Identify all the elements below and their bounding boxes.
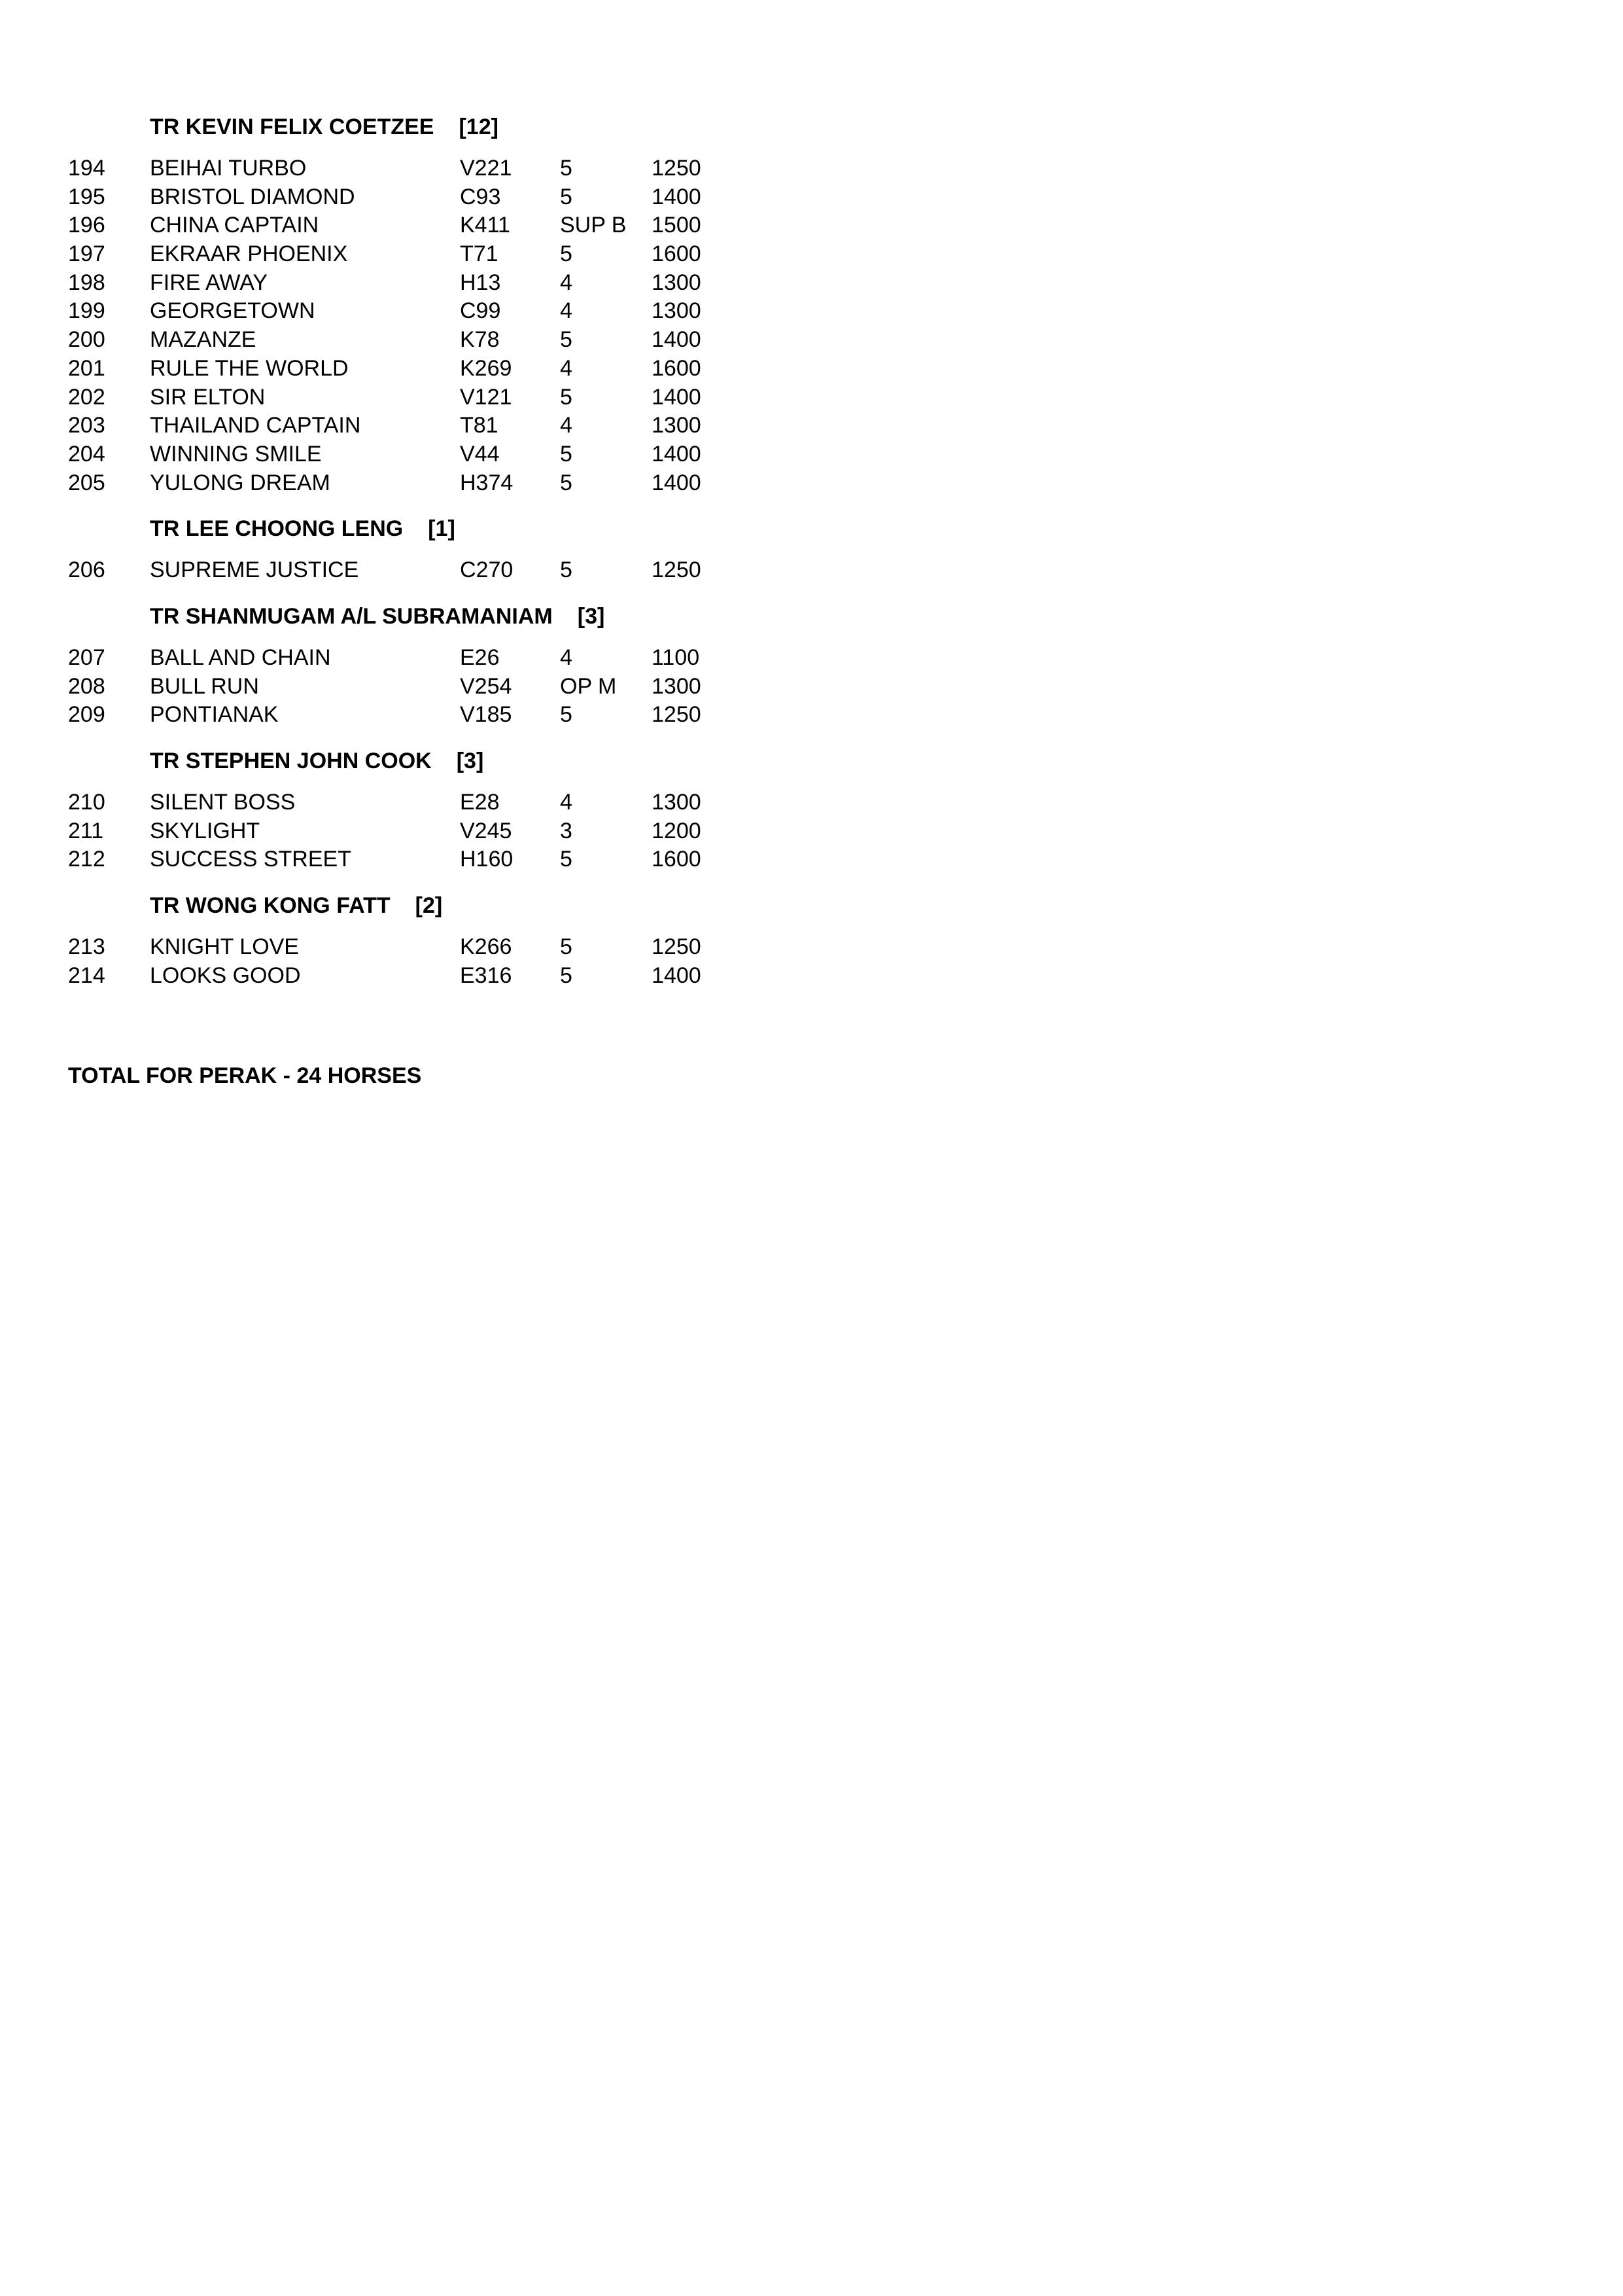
horse-name: CHINA CAPTAIN (150, 213, 319, 238)
horse-name: WINNING SMILE (150, 441, 322, 467)
horse-grade: OP M (560, 673, 617, 699)
trainer-heading (150, 890, 785, 921)
horse-number: 203 (68, 413, 105, 438)
trainer-section (0, 111, 785, 497)
horse-row (0, 701, 785, 730)
horse-row (0, 183, 785, 212)
horse-number: 205 (68, 470, 105, 495)
horse-name: BRISTOL DIAMOND (150, 184, 355, 209)
trainer-name: TR LEE CHOONG LENG (150, 516, 404, 542)
horse-code: H374 (460, 470, 514, 495)
horse-distance: 1400 (652, 184, 701, 209)
horse-number: 200 (68, 327, 105, 353)
trainer-heading (150, 745, 785, 777)
horse-grade: 5 (560, 963, 572, 988)
horse-code: V254 (460, 673, 512, 699)
horse-distance: 1250 (652, 156, 701, 181)
horse-row (0, 154, 785, 183)
horse-number: 197 (68, 241, 105, 267)
horse-row (0, 326, 785, 355)
trainer-section (0, 601, 785, 730)
horse-name: SILENT BOSS (150, 790, 296, 815)
horse-grade: 4 (560, 270, 572, 295)
horse-code: V185 (460, 702, 512, 728)
horse-row (0, 269, 785, 298)
horse-grade: 4 (560, 298, 572, 324)
horse-number: 206 (68, 557, 105, 583)
horse-row (0, 933, 785, 962)
horse-code: C99 (460, 298, 501, 324)
horse-number: 202 (68, 384, 105, 410)
horse-distance: 1400 (652, 470, 701, 495)
horse-name: SIR ELTON (150, 384, 266, 410)
horse-name: YULONG DREAM (150, 470, 330, 495)
trainer-horse-count: [12] (459, 115, 498, 139)
horse-distance: 1300 (652, 298, 701, 324)
horse-distance: 1250 (652, 557, 701, 583)
horse-name: BEIHAI TURBO (150, 156, 307, 181)
horse-number: 210 (68, 790, 105, 815)
horse-code: K266 (460, 934, 512, 960)
horse-code: V245 (460, 818, 512, 843)
horse-number: 212 (68, 847, 105, 872)
trainer-horse-count: [2] (415, 893, 443, 919)
horse-name: KNIGHT LOVE (150, 934, 299, 960)
horse-grade: 4 (560, 355, 572, 381)
trainer-section (0, 890, 785, 990)
horse-distance: 1300 (652, 413, 701, 438)
horse-row (0, 644, 785, 673)
horse-distance: 1600 (652, 847, 701, 872)
trainer-horse-count: [3] (577, 603, 605, 629)
trainer-name: TR STEPHEN JOHN COOK (150, 749, 432, 773)
horse-code: T71 (460, 241, 498, 267)
horse-distance: 1500 (652, 213, 701, 238)
horse-row (0, 788, 785, 817)
horse-row (0, 469, 785, 498)
horse-grade: 5 (560, 156, 572, 181)
horse-code: V44 (460, 441, 500, 467)
horse-code: E316 (460, 963, 512, 988)
horse-number: 196 (68, 213, 105, 238)
horse-name: THAILAND CAPTAIN (150, 413, 361, 438)
horse-distance: 1600 (652, 241, 701, 267)
horse-code: T81 (460, 413, 498, 438)
horse-grade: 5 (560, 384, 572, 410)
horse-name: BALL AND CHAIN (150, 645, 331, 670)
horse-number: 213 (68, 934, 105, 960)
horse-distance: 1600 (652, 355, 701, 381)
horse-distance: 1300 (652, 270, 701, 295)
horse-grade: 5 (560, 241, 572, 267)
horse-name: PONTIANAK (150, 702, 279, 728)
horse-name: FIRE AWAY (150, 270, 268, 295)
horse-number: 201 (68, 355, 105, 381)
horse-grade: 5 (560, 441, 572, 467)
horse-row (0, 817, 785, 846)
horse-name: MAZANZE (150, 327, 256, 353)
horse-row (0, 673, 785, 701)
horse-number: 208 (68, 673, 105, 699)
horse-code: C93 (460, 184, 501, 209)
horse-number: 209 (68, 702, 105, 728)
horse-code: C270 (460, 557, 514, 583)
horse-distance: 1300 (652, 673, 701, 699)
trainer-heading (150, 111, 785, 143)
trainer-name: TR WONG KONG FATT (150, 893, 391, 919)
horse-distance: 1100 (652, 645, 700, 670)
horse-grade: 3 (560, 818, 572, 843)
horse-grade: 5 (560, 470, 572, 495)
horse-row (0, 962, 785, 991)
horse-code: H13 (460, 270, 501, 295)
horse-number: 214 (68, 963, 105, 988)
horse-grade: 5 (560, 847, 572, 872)
horse-row (0, 845, 785, 874)
trainer-section (0, 513, 785, 585)
horse-row (0, 211, 785, 240)
horse-name: LOOKS GOOD (150, 963, 301, 988)
trainer-horse-count: [3] (456, 749, 484, 773)
horse-code: V221 (460, 156, 512, 181)
horse-row (0, 383, 785, 412)
horse-grade: 4 (560, 790, 572, 815)
horse-number: 198 (68, 270, 105, 295)
total-summary: TOTAL FOR PERAK - 24 HORSES (68, 1063, 422, 1088)
horse-distance: 1250 (652, 702, 701, 728)
horse-row (0, 240, 785, 269)
horse-name: SUCCESS STREET (150, 847, 351, 872)
horse-number: 194 (68, 156, 105, 181)
horse-grade: 5 (560, 557, 572, 583)
horse-row (0, 297, 785, 326)
horse-name: GEORGETOWN (150, 298, 315, 324)
horse-distance: 1300 (652, 790, 701, 815)
horse-distance: 1200 (652, 818, 701, 843)
horse-code: E28 (460, 790, 500, 815)
horse-name: EKRAAR PHOENIX (150, 241, 348, 267)
horse-distance: 1400 (652, 963, 701, 988)
horse-row (0, 355, 785, 383)
horse-code: H160 (460, 847, 514, 872)
horse-number: 211 (68, 818, 104, 843)
horse-grade: 5 (560, 184, 572, 209)
horse-code: K269 (460, 355, 512, 381)
horse-number: 195 (68, 184, 105, 209)
trainer-heading (150, 513, 785, 544)
horse-grade: SUP B (560, 213, 627, 238)
horse-code: V121 (460, 384, 512, 410)
horse-code: K411 (460, 213, 510, 238)
trainer-horse-count: [1] (428, 516, 455, 542)
horse-grade: 4 (560, 413, 572, 438)
horse-grade: 4 (560, 645, 572, 670)
horse-row (0, 440, 785, 469)
horse-distance: 1400 (652, 441, 701, 467)
horse-code: E26 (460, 645, 500, 670)
horse-distance: 1250 (652, 934, 701, 960)
horse-code: K78 (460, 327, 500, 353)
horse-distance: 1400 (652, 384, 701, 410)
horse-number: 199 (68, 298, 105, 324)
trainer-name: TR KEVIN FELIX COETZEE (150, 115, 434, 139)
horse-grade: 5 (560, 934, 572, 960)
horse-distance: 1400 (652, 327, 701, 353)
horse-name: SUPREME JUSTICE (150, 557, 359, 583)
horse-number: 207 (68, 645, 105, 670)
horse-grade: 5 (560, 327, 572, 353)
trainer-sections (0, 111, 785, 1006)
trainer-heading (150, 601, 785, 632)
horse-grade: 5 (560, 702, 572, 728)
horse-row (0, 556, 785, 585)
trainer-name: TR SHANMUGAM A/L SUBRAMANIAM (150, 603, 553, 629)
horse-name: RULE THE WORLD (150, 355, 349, 381)
horse-row (0, 412, 785, 440)
horse-name: SKYLIGHT (150, 818, 260, 843)
trainer-section (0, 745, 785, 874)
horse-name: BULL RUN (150, 673, 259, 699)
horse-number: 204 (68, 441, 105, 467)
